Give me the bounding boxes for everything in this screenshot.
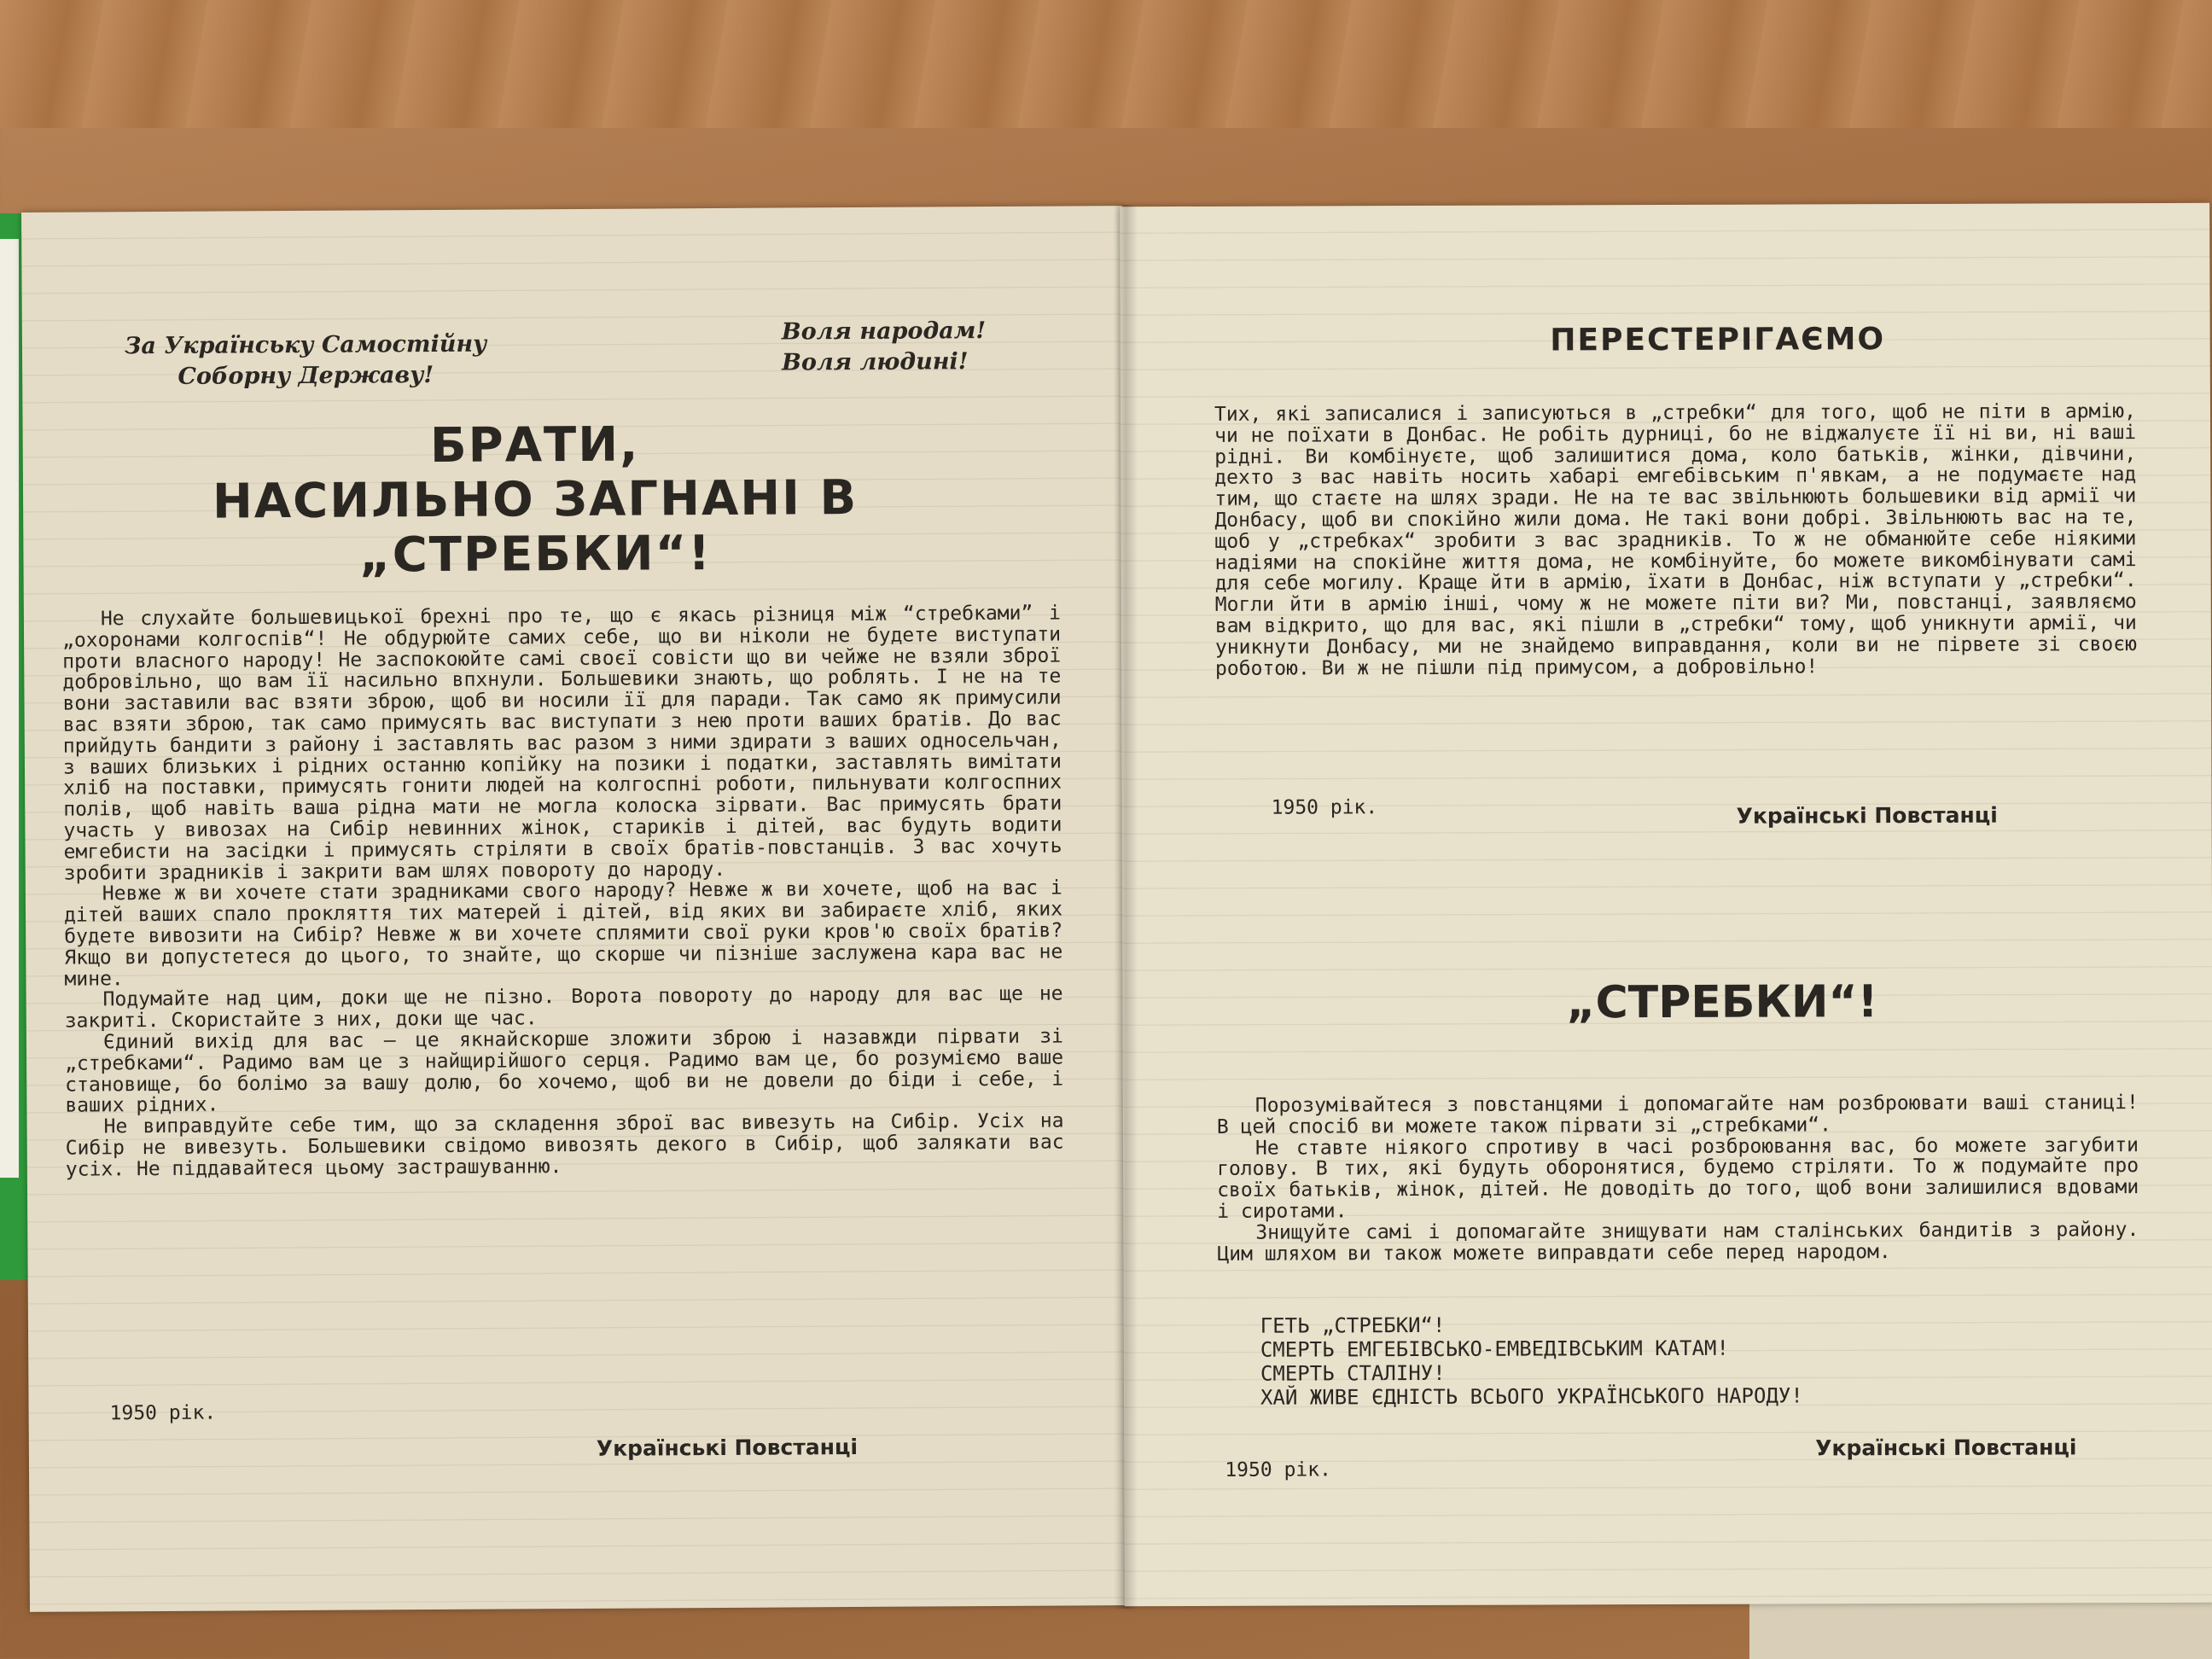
motto-left-line: За Українську Самостійну <box>124 330 487 360</box>
headline-line: БРАТИ, <box>429 416 640 474</box>
strebky-heading: „СТРЕБКИ“! <box>1566 976 1878 1029</box>
slogans <box>1260 1312 1803 1409</box>
headline-line: „СТРЕБКИ“! <box>358 526 713 584</box>
warning-body <box>1214 401 2137 679</box>
right-leaflet-page <box>1120 203 2212 1606</box>
motto-right-line: Воля людині! <box>782 348 969 376</box>
body-paragraph: Невже ж ви хочете стати зрадниками свого народу? Невже ж ви хочете, щоб на вас і дітей ваших спало прокляття тих матерей і дітей, від яких ви забираєте хліб, яких будете вивозити на Сибір? Невже ж ви хочете сплямити свої руки кров'ю своїх братів? Якщо ви допустетеся до цього, то знайте, що скорше чи пізніше заслужена кара вас не мине. <box>63 876 1063 991</box>
cardboard-sheet <box>1749 1596 2212 1659</box>
body-paragraph: Не слухайте большевицької брехні про те, що є якась різниця між “стребками” і „охоронами колгоспів“! Не обдурюйте самих себе, що ви ніколи не будете виступати проти власного народу! Не заспокоюйте самі своєї совісти що ви чейже не взяли зброї добровільно, що вам її насильно впхнули. Большевики знають, що роблять. І не на те вони заставили вас взяти зброю, щоб ви носили її для паради. Так само як примусили вас взяти зброю, так само примусять вас виступати з нею проти ваших братів. До вас прийдуть бандити з району і заставлять вас разом з ними здирати з ваших односельчан, з ваших близьких і рідних останню копійку на позики і податки, заставлять вимітати хліб на поставки, примусять гонити людей на колгоспні роботи, пильнувати колгоспних полів, щоб навіть ваша рідна мати не могла колоска зірвати. Вас примусять брати участь у вивозах на Сибір невинних жінок, стариків і дітей, вас будуть водити емгебисти на засідки і примусять стріляти в своїх братів-повстанців. З вас хочуть зробити зрадників і закрити вам шлях повороту до народу. <box>61 602 1062 885</box>
body-paragraph: Порозумівайтеся з повстанцями і допомагайте нам розброювати ваші станиці! В цей спосіб ви можете також пірвати зі „стребками“. <box>1216 1091 2139 1138</box>
leaflet-body <box>62 603 1064 1181</box>
slogan-line: СМЕРТЬ ЕМГЕБІВСЬКО-ЕМВЕДІВСЬКИМ КАТАМ! <box>1260 1336 1729 1362</box>
body-paragraph: Знищуйте самі і допомагайте знищувати нам сталінських бандитів з району. Цим шляхом ви також можете виправдати себе перед народом. <box>1217 1218 2139 1266</box>
motto-right <box>782 316 987 378</box>
left-leaflet-page <box>21 206 1131 1612</box>
body-paragraph: Не виправдуйте себе тим, що за складення зброї вас вивезуть на Сибір. Усіх на Сибір не вивезуть. Большевики свідомо вивозять декого в Сибір, щоб залякати вас усіх. Не піддавайтеся цьому застрашуванню. <box>65 1109 1064 1181</box>
motto-left-line: Соборну Державу! <box>178 362 434 390</box>
slogan-line: ХАЙ ЖИВЕ ЄДНІСТЬ ВСЬОГО УКРАЇНСЬКОГО НАРОДУ! <box>1260 1383 1803 1410</box>
body-paragraph: Не ставте ніякого спротиву в часі розброювання вас, бо можете загубити голову. В тих, які будуть оборонятися, будемо стріляти. То ж подумайте про своїх батьків, жінок, дітей. Не доводіть до того, щоб вони залишилися вдовами і сиротами. <box>1217 1133 2139 1223</box>
slogan-line: ГЕТЬ „СТРЕБКИ“! <box>1260 1313 1446 1338</box>
motto-left <box>125 329 487 393</box>
wooden-wall <box>0 0 2212 128</box>
binder-pages-edge <box>0 239 19 1178</box>
motto-right-line: Воля народам! <box>781 317 987 346</box>
leaflet-headline <box>184 416 885 585</box>
year-label: 1950 рік. <box>1271 796 1378 819</box>
body-paragraph: Єдиний вихід для вас — це якнайскорше зложити зброю і назавжди пірвати зі „стребками“. Радимо вам це з найщирійшого серця. Радимо вам це, бо розуміємо ваше становище, бо болімо за вашу долю, бо хочемо, щоб ви не довели до біди і себе, і ваших рідних. <box>65 1025 1064 1117</box>
strebky-body <box>1217 1092 2139 1265</box>
year-label: 1950 рік. <box>1225 1458 1331 1481</box>
headline-line: НАСИЛЬНО ЗАГНАНІ В <box>212 469 859 530</box>
body-paragraph: Тих, які записалися і записуються в „стребки“ для того, щоб не піти в армію, чи не поїхати в Донбас. Не робіть дурниці, бо не віджалуєте її ні ви, ні ваші рідні. Ви комбінуєте, щоб залишитися дома, коло батьків, жінки, дівчини, дехто з вас навіть носить хабарі емгебівським п'явкам, а не подумаєте над тим, що стаєте на шлях зради. Не на те вас звільнюють большевики від армії чи Донбасу, щоб ви спокійно жили дома. Не такі вони добрі. Звільнюють вас на те, щоб у „стребках“ зробити з вас зрадників. То ж не обманюйте себе ніякими надіями на спокійне життя дома, не комбінуйте, бо можете викомбінувати самі для себе могилу. Краще йти в армію, їхати в Донбас, ніж вступати у „стребки“. Могли йти в армію інші, чому ж не можете піти ви? Ми, повстанці, заявляємо вам відкрито, що для вас, які пішли в „стребки“ тому, щоб уникнути армії, чи уникнути Донбасу, ми не знайдемо виправдання, коли ви не пірвете зі своєю роботою. Ви ж не пішли під примусом, а добровільно! <box>1214 400 2137 680</box>
signature: Українські Повстанці <box>1736 802 1998 829</box>
body-paragraph: Подумайте над цим, доки ще не пізно. Ворота повороту до народу для вас ще не закриті. Скористайте з них, доки ще час. <box>64 982 1063 1033</box>
year-label: 1950 рік. <box>109 1401 217 1425</box>
page-fold <box>1114 205 1138 1609</box>
signature: Українські Повстанці <box>596 1434 859 1461</box>
slogan-line: СМЕРТЬ СТАЛІНУ! <box>1260 1360 1446 1386</box>
warning-heading: ПЕРЕСТЕРІГАЄМО <box>1550 322 1886 358</box>
signature: Українські Повстанці <box>1815 1435 2077 1461</box>
